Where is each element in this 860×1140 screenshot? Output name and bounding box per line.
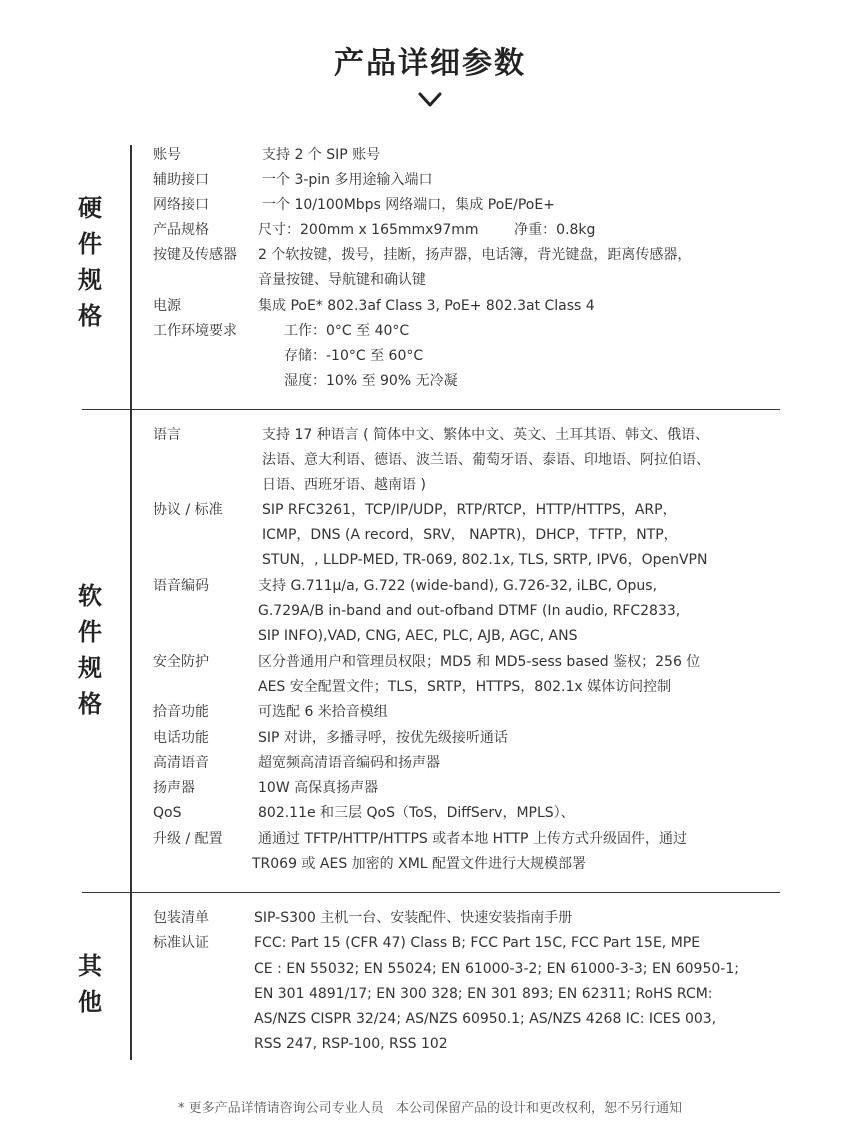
footnote: * 更多产品详情请咨询公司专业人员 本公司保留产品的设计和更改权利，恕不另行通知 — [177, 1101, 683, 1116]
section-label-software: 软 件 规 格 — [78, 582, 102, 718]
chevron-down-icon — [417, 90, 443, 110]
page-title: 产品详细参数 — [334, 46, 526, 81]
divider-horizontal-2 — [82, 892, 780, 893]
divider-horizontal-1 — [82, 409, 780, 410]
section-label-other: 其 他 — [78, 952, 102, 1016]
divider-vertical-software — [130, 410, 132, 892]
section-label-hardware: 硬 件 规 格 — [78, 194, 102, 330]
divider-vertical-hardware — [130, 145, 132, 409]
divider-vertical-other — [130, 893, 132, 1060]
